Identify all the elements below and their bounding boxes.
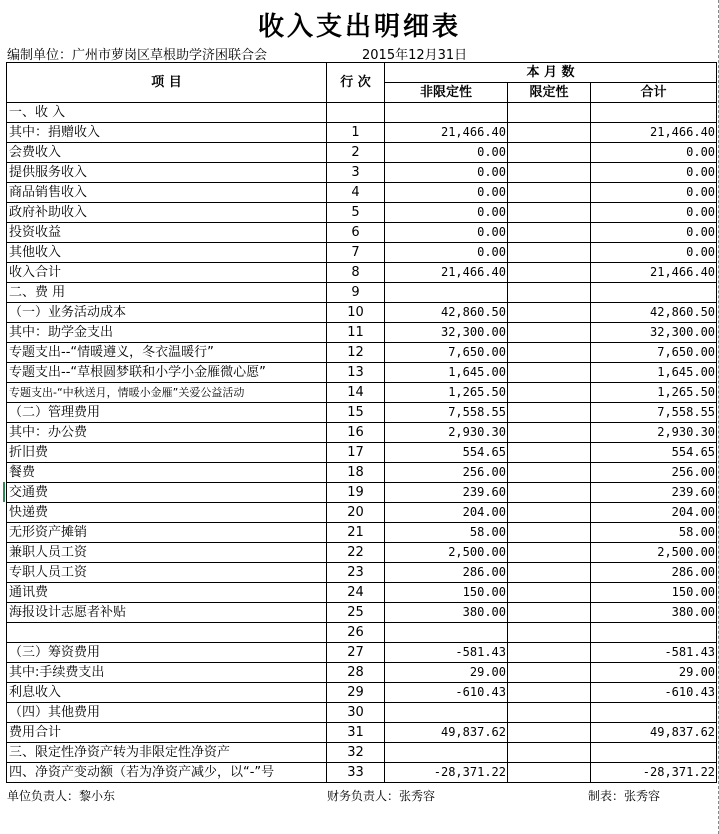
table-row xyxy=(7,503,717,523)
restricted-cell[interactable] xyxy=(508,383,591,403)
table-row xyxy=(7,263,717,283)
line-no-cell[interactable]: 27 xyxy=(327,643,385,663)
item-cell[interactable]: 专职人员工资 xyxy=(7,563,327,583)
unrestricted-cell[interactable]: 42,860.50 xyxy=(385,303,508,323)
table-row xyxy=(7,303,717,323)
item-cell[interactable]: 其他收入 xyxy=(7,243,327,263)
report-title: 收入支出明细表 xyxy=(257,12,461,42)
line-no-cell[interactable] xyxy=(327,103,385,123)
line-no-cell[interactable]: 6 xyxy=(327,223,385,243)
table-row xyxy=(7,463,717,483)
header-total[interactable]: 合计 xyxy=(591,83,717,103)
restricted-cell[interactable] xyxy=(508,163,591,183)
total-cell[interactable]: 239.60 xyxy=(591,483,717,503)
restricted-cell[interactable] xyxy=(508,103,591,123)
line-no-cell[interactable]: 14 xyxy=(327,383,385,403)
table-row xyxy=(7,163,717,183)
restricted-cell[interactable] xyxy=(508,463,591,483)
restricted-cell[interactable] xyxy=(508,543,591,563)
restricted-cell[interactable] xyxy=(508,663,591,683)
total-cell[interactable] xyxy=(591,743,717,763)
unrestricted-cell[interactable]: 554.65 xyxy=(385,443,508,463)
unrestricted-cell[interactable]: 150.00 xyxy=(385,583,508,603)
header-line-no[interactable]: 行 次 xyxy=(327,63,385,103)
total-cell[interactable]: 0.00 xyxy=(591,163,717,183)
line-no-cell[interactable]: 11 xyxy=(327,323,385,343)
item-cell[interactable]: 收入合计 xyxy=(7,263,327,283)
restricted-cell[interactable] xyxy=(508,123,591,143)
line-no-cell[interactable]: 31 xyxy=(327,723,385,743)
line-no-cell[interactable]: 33 xyxy=(327,763,385,783)
unrestricted-cell[interactable]: 0.00 xyxy=(385,163,508,183)
table-row xyxy=(7,483,717,503)
unrestricted-cell[interactable]: 239.60 xyxy=(385,483,508,503)
total-cell[interactable]: 286.00 xyxy=(591,563,717,583)
line-no-cell[interactable]: 18 xyxy=(327,463,385,483)
table-row xyxy=(7,683,717,703)
total-cell[interactable]: 42,860.50 xyxy=(591,303,717,323)
table-row xyxy=(7,743,717,763)
table-row xyxy=(7,663,717,683)
restricted-cell[interactable] xyxy=(508,683,591,703)
restricted-cell[interactable] xyxy=(508,603,591,623)
table-row xyxy=(7,203,717,223)
table-row xyxy=(7,763,717,783)
unrestricted-cell[interactable]: 380.00 xyxy=(385,603,508,623)
line-no-cell[interactable]: 9 xyxy=(327,283,385,303)
line-no-cell[interactable]: 4 xyxy=(327,183,385,203)
unrestricted-cell[interactable]: 29.00 xyxy=(385,663,508,683)
restricted-cell[interactable] xyxy=(508,423,591,443)
item-cell[interactable]: 其中：助学金支出 xyxy=(7,323,327,343)
unrestricted-cell[interactable]: -581.43 xyxy=(385,643,508,663)
unrestricted-cell[interactable]: 7,650.00 xyxy=(385,343,508,363)
header-restricted[interactable]: 限定性 xyxy=(508,83,591,103)
table-row xyxy=(7,723,717,743)
unrestricted-cell[interactable]: 256.00 xyxy=(385,463,508,483)
item-cell[interactable]: 折旧费 xyxy=(7,443,327,463)
total-cell[interactable]: 0.00 xyxy=(591,223,717,243)
line-no-cell[interactable]: 1 xyxy=(327,123,385,143)
line-no-cell[interactable]: 26 xyxy=(327,623,385,643)
item-cell[interactable]: 兼职人员工资 xyxy=(7,543,327,563)
restricted-cell[interactable] xyxy=(508,343,591,363)
unrestricted-cell[interactable]: 1,265.50 xyxy=(385,383,508,403)
restricted-cell[interactable] xyxy=(508,483,591,503)
total-cell[interactable]: 21,466.40 xyxy=(591,123,717,143)
line-no-cell[interactable]: 19 xyxy=(327,483,385,503)
unrestricted-cell[interactable]: 1,645.00 xyxy=(385,363,508,383)
unrestricted-cell[interactable] xyxy=(385,623,508,643)
header-item[interactable]: 项 目 xyxy=(7,63,327,103)
restricted-cell[interactable] xyxy=(508,723,591,743)
restricted-cell[interactable] xyxy=(508,303,591,323)
item-cell[interactable]: 其中：办公费 xyxy=(7,423,327,443)
item-cell[interactable]: 二、费 用 xyxy=(7,283,327,303)
item-cell[interactable]: 无形资产摊销 xyxy=(7,523,327,543)
table-row xyxy=(7,283,717,303)
unrestricted-cell[interactable]: -610.43 xyxy=(385,683,508,703)
line-no-cell[interactable]: 22 xyxy=(327,543,385,563)
unrestricted-cell[interactable]: 2,500.00 xyxy=(385,543,508,563)
table-row xyxy=(7,123,717,143)
header-unrestricted[interactable]: 非限定性 xyxy=(385,83,508,103)
unrestricted-cell[interactable]: 21,466.40 xyxy=(385,263,508,283)
item-cell[interactable]: 海报设计志愿者补贴 xyxy=(7,603,327,623)
item-cell[interactable]: 其中:手续费支出 xyxy=(7,663,327,683)
report-date: 2015年12月31日 xyxy=(362,48,468,63)
table-row xyxy=(7,223,717,243)
total-cell[interactable] xyxy=(591,283,717,303)
table-row xyxy=(7,183,717,203)
line-no-cell[interactable]: 2 xyxy=(327,143,385,163)
line-no-cell[interactable]: 5 xyxy=(327,203,385,223)
item-cell[interactable]: 专题支出--“草根圆梦联和小学小金雁微心愿” xyxy=(7,363,327,383)
table-row xyxy=(7,103,717,123)
line-no-cell[interactable]: 29 xyxy=(327,683,385,703)
restricted-cell[interactable] xyxy=(508,203,591,223)
restricted-cell[interactable] xyxy=(508,523,591,543)
table-row xyxy=(7,543,717,563)
table-row xyxy=(7,323,717,343)
line-no-cell[interactable]: 12 xyxy=(327,343,385,363)
restricted-cell[interactable] xyxy=(508,763,591,783)
restricted-cell[interactable] xyxy=(508,283,591,303)
total-cell[interactable] xyxy=(591,703,717,723)
total-cell[interactable]: 0.00 xyxy=(591,203,717,223)
unrestricted-cell[interactable]: 0.00 xyxy=(385,203,508,223)
item-cell[interactable]: （一）业务活动成本 xyxy=(7,303,327,323)
total-cell[interactable]: 2,500.00 xyxy=(591,543,717,563)
table-row xyxy=(7,603,717,623)
line-no-cell[interactable]: 21 xyxy=(327,523,385,543)
selection-marker xyxy=(3,482,5,502)
item-cell[interactable]: 餐费 xyxy=(7,463,327,483)
table-row xyxy=(7,583,717,603)
total-cell[interactable]: 0.00 xyxy=(591,183,717,203)
restricted-cell[interactable] xyxy=(508,243,591,263)
total-cell[interactable] xyxy=(591,623,717,643)
unrestricted-cell[interactable]: 0.00 xyxy=(385,243,508,263)
item-cell[interactable]: 会费收入 xyxy=(7,143,327,163)
item-cell[interactable]: 提供服务收入 xyxy=(7,163,327,183)
table-row xyxy=(7,363,717,383)
unit-head: 单位负责人：黎小东 xyxy=(7,789,116,803)
total-cell[interactable]: -28,371.22 xyxy=(591,763,717,783)
table-row xyxy=(7,443,717,463)
item-cell[interactable]: 费用合计 xyxy=(7,723,327,743)
total-cell[interactable]: 256.00 xyxy=(591,463,717,483)
total-cell[interactable]: 7,558.55 xyxy=(591,403,717,423)
restricted-cell[interactable] xyxy=(508,583,591,603)
header-row-1 xyxy=(7,63,717,83)
item-cell[interactable]: 专题支出--“情暖遵义，冬衣温暖行” xyxy=(7,343,327,363)
restricted-cell[interactable] xyxy=(508,223,591,243)
table-body xyxy=(7,103,717,783)
restricted-cell[interactable] xyxy=(508,143,591,163)
total-cell[interactable]: 32,300.00 xyxy=(591,323,717,343)
unit-label: 编制单位：广州市萝岗区草根助学济困联合会 xyxy=(7,48,268,63)
total-cell[interactable]: -610.43 xyxy=(591,683,717,703)
line-no-cell[interactable]: 30 xyxy=(327,703,385,723)
item-cell[interactable]: （二）管理费用 xyxy=(7,403,327,423)
item-cell[interactable]: 政府补助收入 xyxy=(7,203,327,223)
statement-table xyxy=(6,62,717,783)
line-no-cell[interactable]: 25 xyxy=(327,603,385,623)
restricted-cell[interactable] xyxy=(508,643,591,663)
restricted-cell[interactable] xyxy=(508,503,591,523)
item-cell[interactable]: 一、收 入 xyxy=(7,103,327,123)
item-cell[interactable]: （三）筹资费用 xyxy=(7,643,327,663)
total-cell[interactable]: 1,265.50 xyxy=(591,383,717,403)
item-cell[interactable]: 四、净资产变动额（若为净资产减少，以“-”号 xyxy=(7,763,327,783)
restricted-cell[interactable] xyxy=(508,323,591,343)
item-cell[interactable]: 其中：捐赠收入 xyxy=(7,123,327,143)
table-row xyxy=(7,143,717,163)
item-cell[interactable]: 投资收益 xyxy=(7,223,327,243)
unrestricted-cell[interactable]: 0.00 xyxy=(385,223,508,243)
restricted-cell[interactable] xyxy=(508,263,591,283)
unrestricted-cell[interactable]: 7,558.55 xyxy=(385,403,508,423)
line-no-cell[interactable]: 23 xyxy=(327,563,385,583)
table-row xyxy=(7,703,717,723)
line-no-cell[interactable]: 13 xyxy=(327,363,385,383)
prepared-by: 制表：张秀容 xyxy=(588,789,661,803)
item-cell[interactable]: 商品销售收入 xyxy=(7,183,327,203)
unrestricted-cell[interactable]: 286.00 xyxy=(385,563,508,583)
line-no-cell[interactable]: 32 xyxy=(327,743,385,763)
total-cell[interactable]: 49,837.62 xyxy=(591,723,717,743)
header-period[interactable]: 本 月 数 xyxy=(385,63,717,83)
unrestricted-cell[interactable]: 2,930.30 xyxy=(385,423,508,443)
line-no-cell[interactable]: 24 xyxy=(327,583,385,603)
item-cell[interactable]: （四）其他费用 xyxy=(7,703,327,723)
table-row xyxy=(7,563,717,583)
line-no-cell[interactable]: 16 xyxy=(327,423,385,443)
unrestricted-cell[interactable]: 0.00 xyxy=(385,143,508,163)
unrestricted-cell[interactable] xyxy=(385,743,508,763)
unrestricted-cell[interactable] xyxy=(385,703,508,723)
table-row xyxy=(7,643,717,663)
item-cell[interactable]: 利息收入 xyxy=(7,683,327,703)
unrestricted-cell[interactable]: 49,837.62 xyxy=(385,723,508,743)
table-row xyxy=(7,623,717,643)
total-cell[interactable]: 554.65 xyxy=(591,443,717,463)
table-row xyxy=(7,243,717,263)
total-cell[interactable]: 1,645.00 xyxy=(591,363,717,383)
unrestricted-cell[interactable]: 32,300.00 xyxy=(385,323,508,343)
total-cell[interactable]: 0.00 xyxy=(591,243,717,263)
restricted-cell[interactable] xyxy=(508,743,591,763)
line-no-cell[interactable]: 17 xyxy=(327,443,385,463)
total-cell[interactable] xyxy=(591,103,717,123)
table-row xyxy=(7,383,717,403)
unrestricted-cell[interactable]: 21,466.40 xyxy=(385,123,508,143)
unrestricted-cell[interactable]: 204.00 xyxy=(385,503,508,523)
unrestricted-cell[interactable] xyxy=(385,283,508,303)
total-cell[interactable]: 380.00 xyxy=(591,603,717,623)
total-cell[interactable]: 204.00 xyxy=(591,503,717,523)
table-row xyxy=(7,343,717,363)
line-no-cell[interactable]: 15 xyxy=(327,403,385,423)
unrestricted-cell[interactable]: 0.00 xyxy=(385,183,508,203)
table-row xyxy=(7,423,717,443)
item-cell[interactable] xyxy=(7,623,327,643)
restricted-cell[interactable] xyxy=(508,703,591,723)
total-cell[interactable]: 29.00 xyxy=(591,663,717,683)
unrestricted-cell[interactable] xyxy=(385,103,508,123)
item-cell[interactable]: 专题支出-“中秋送月，情暖小金雁”关爱公益活动 xyxy=(7,383,327,403)
line-no-cell[interactable]: 7 xyxy=(327,243,385,263)
table-row xyxy=(7,523,717,543)
line-no-cell[interactable]: 28 xyxy=(327,663,385,683)
unrestricted-cell[interactable]: -28,371.22 xyxy=(385,763,508,783)
item-cell[interactable]: 快递费 xyxy=(7,503,327,523)
total-cell[interactable]: 0.00 xyxy=(591,143,717,163)
item-cell[interactable]: 通讯费 xyxy=(7,583,327,603)
line-no-cell[interactable]: 10 xyxy=(327,303,385,323)
line-no-cell[interactable]: 3 xyxy=(327,163,385,183)
line-no-cell[interactable]: 20 xyxy=(327,503,385,523)
total-cell[interactable]: -581.43 xyxy=(591,643,717,663)
item-cell[interactable]: 三、限定性净资产转为非限定性净资产 xyxy=(7,743,327,763)
table-row xyxy=(7,403,717,423)
restricted-cell[interactable] xyxy=(508,363,591,383)
total-cell[interactable]: 2,930.30 xyxy=(591,423,717,443)
unrestricted-cell[interactable]: 58.00 xyxy=(385,523,508,543)
finance-head: 财务负责人：张秀容 xyxy=(327,789,436,803)
item-cell[interactable]: 交通费 xyxy=(7,483,327,503)
line-no-cell[interactable]: 8 xyxy=(327,263,385,283)
total-cell[interactable]: 150.00 xyxy=(591,583,717,603)
restricted-cell[interactable] xyxy=(508,443,591,463)
total-cell[interactable]: 58.00 xyxy=(591,523,717,543)
restricted-cell[interactable] xyxy=(508,183,591,203)
total-cell[interactable]: 21,466.40 xyxy=(591,263,717,283)
restricted-cell[interactable] xyxy=(508,623,591,643)
restricted-cell[interactable] xyxy=(508,563,591,583)
restricted-cell[interactable] xyxy=(508,403,591,423)
total-cell[interactable]: 7,650.00 xyxy=(591,343,717,363)
